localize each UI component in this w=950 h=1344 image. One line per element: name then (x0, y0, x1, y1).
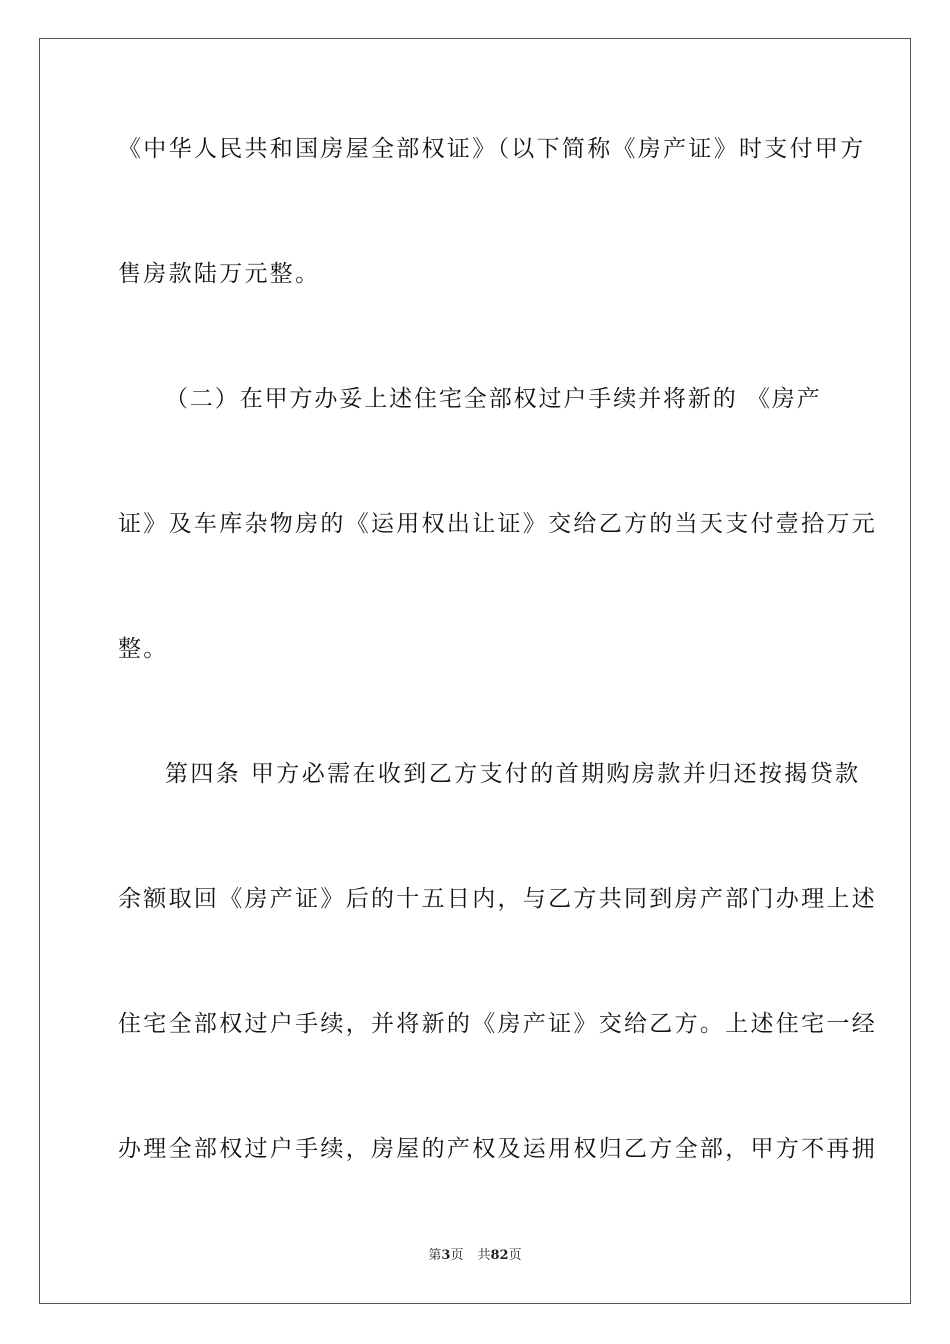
page-border (39, 38, 911, 1304)
page-number: 3 (441, 1248, 451, 1263)
page-prefix: 第 (428, 1248, 442, 1263)
body-text-line-1: 《中华人民共和国房屋全部权证》（以下简称《房产证》时支付甲方 (118, 136, 866, 162)
total-pages: 82 (490, 1248, 509, 1263)
body-text-line-2: 售房款陆万元整。 (118, 261, 321, 287)
body-text-line-3: （二）在甲方办妥上述住宅全部权过户手续并将新的 《房产 (165, 386, 822, 412)
body-text-line-8: 住宅全部权过户手续，并将新的《房产证》交给乙方。上述住宅一经 (118, 1011, 877, 1037)
page-suffix: 页 (450, 1248, 464, 1263)
body-text-line-7: 余额取回《房产证》后的十五日内，与乙方共同到房产部门办理上述 (118, 886, 877, 912)
page-footer (0, 1247, 950, 1265)
total-suffix: 页 (508, 1248, 522, 1263)
body-text-line-4: 证》及车库杂物房的《运用权出让证》交给乙方的当天支付壹拾万元 (118, 511, 877, 537)
body-text-line-6: 第四条 甲方必需在收到乙方支付的首期购房款并归还按揭贷款 (165, 761, 861, 787)
total-prefix: 共 (477, 1248, 491, 1263)
body-text-line-5: 整。 (118, 636, 169, 662)
body-text-line-9: 办理全部权过户手续，房屋的产权及运用权归乙方全部，甲方不再拥 (118, 1136, 877, 1162)
